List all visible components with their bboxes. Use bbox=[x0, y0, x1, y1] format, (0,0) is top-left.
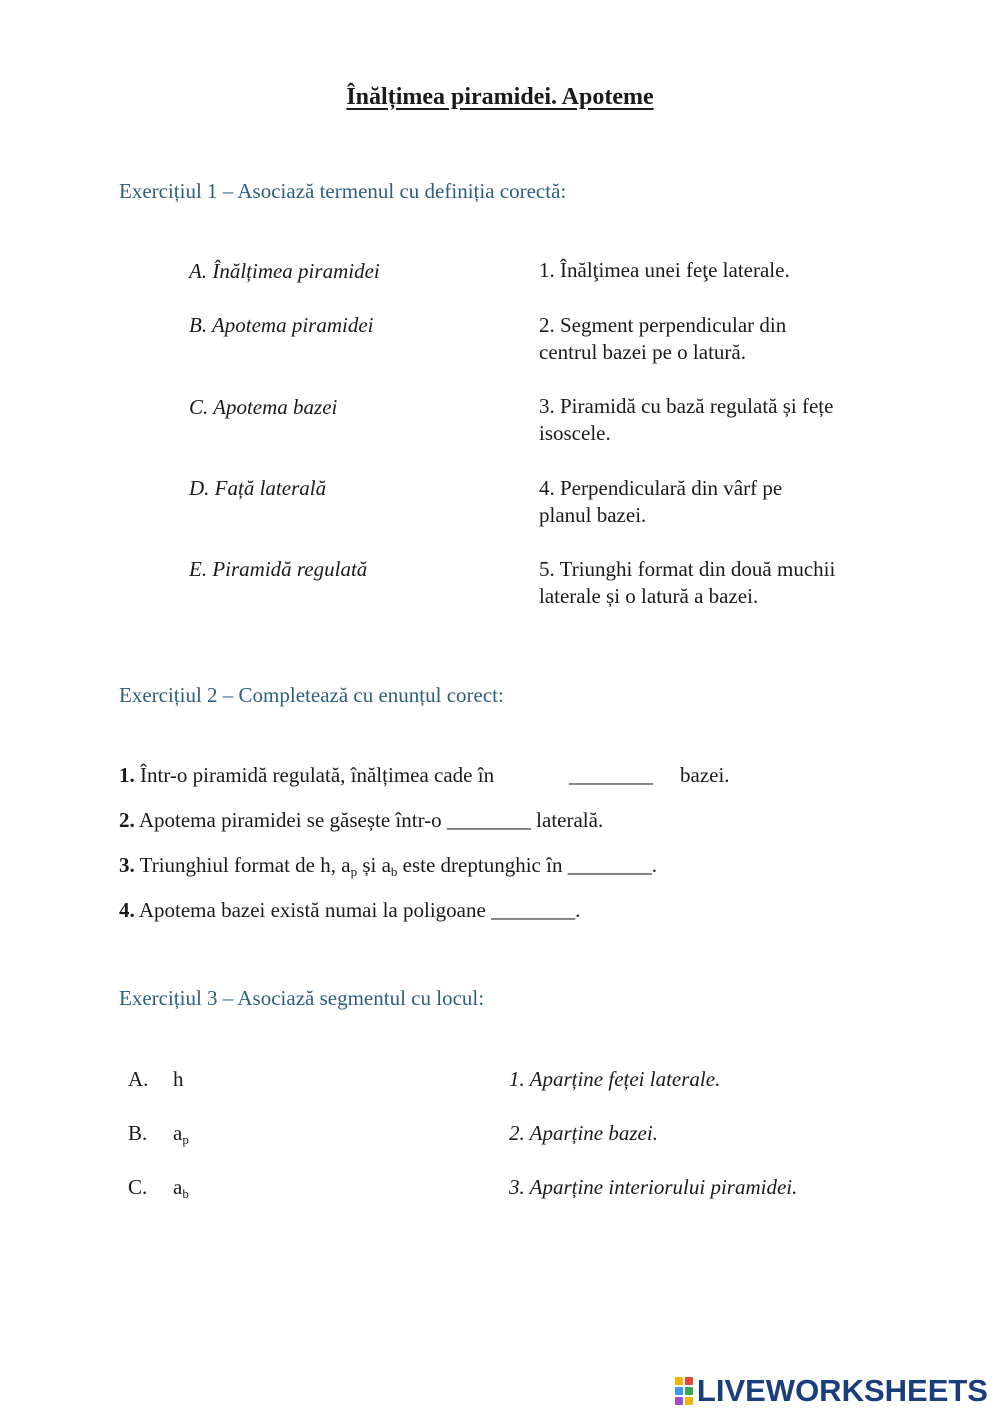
question-3-after: . bbox=[651, 853, 657, 877]
question-2-after: laterală. bbox=[536, 808, 604, 832]
question-4-number: 4. bbox=[119, 898, 135, 922]
definition-4-line1: 4. Perpendiculară din vârf pe bbox=[539, 476, 783, 500]
definition-4-line2: planul bazei. bbox=[539, 503, 647, 527]
question-1 bbox=[119, 763, 494, 788]
question-2 bbox=[119, 808, 603, 833]
segment-letter-b: B. bbox=[128, 1121, 148, 1145]
question-2-blank[interactable]: ________ bbox=[446, 808, 531, 832]
segment-ab-subscript: b bbox=[182, 1186, 189, 1201]
logo-block bbox=[675, 1377, 683, 1385]
place-3: 3. Aparține interiorului piramidei. bbox=[509, 1175, 798, 1199]
question-3-sub-b: b bbox=[390, 864, 398, 879]
term-a: A. Înălțimea piramidei bbox=[189, 259, 380, 283]
exercise2-heading: Exercițiul 2 – Completează cu enunțul corect: bbox=[119, 683, 504, 707]
logo-block bbox=[675, 1387, 683, 1395]
segment-h bbox=[173, 1067, 184, 1092]
segment-ab-symbol: a bbox=[173, 1175, 183, 1199]
question-3-text-a: Triunghiul format de h, a bbox=[134, 853, 351, 877]
question-3-number: 3. bbox=[119, 853, 135, 877]
term-c: C. Apotema bazei bbox=[189, 395, 338, 419]
question-1-number: 1. bbox=[119, 763, 135, 787]
question-1-after: bazei. bbox=[680, 763, 730, 787]
question-1-blank[interactable]: ________ bbox=[569, 763, 653, 787]
definition-5-line2: laterale și o latură a bazei. bbox=[539, 584, 759, 608]
question-2-text: Apotema piramidei se găsește într-o bbox=[134, 808, 442, 832]
definition-2-line2: centrul bazei pe o latură. bbox=[539, 340, 746, 364]
question-4 bbox=[119, 898, 580, 923]
definition-4 bbox=[539, 475, 899, 529]
logo-text: LIVEWORKSHEETS bbox=[696, 1373, 988, 1408]
definition-3 bbox=[539, 393, 899, 447]
question-2-number: 2. bbox=[119, 808, 135, 832]
definition-2-line1: 2. Segment perpendicular din bbox=[539, 313, 787, 337]
segment-ap-symbol: a bbox=[173, 1121, 183, 1145]
definition-2 bbox=[539, 312, 899, 366]
exercise3-heading: Exercițiul 3 – Asociază segmentul cu locul: bbox=[119, 986, 485, 1010]
question-4-after: . bbox=[575, 898, 581, 922]
liveworksheets-logo bbox=[675, 1374, 988, 1408]
logo-block bbox=[685, 1397, 693, 1405]
definition-3-line1: 3. Piramidă cu bază regulată și fețe bbox=[539, 394, 834, 418]
logo-blocks-icon bbox=[675, 1377, 693, 1405]
logo-block bbox=[685, 1387, 693, 1395]
term-e: E. Piramidă regulată bbox=[189, 557, 368, 581]
segment-ab bbox=[173, 1175, 189, 1202]
segment-ap bbox=[173, 1121, 189, 1148]
place-2: 2. Aparține bazei. bbox=[509, 1121, 658, 1145]
question-4-text: Apotema bazei există numai la poligoane bbox=[134, 898, 492, 922]
segment-letter-a: A. bbox=[128, 1067, 149, 1091]
definition-5 bbox=[539, 556, 899, 610]
question-3-text-c: este dreptunghic în bbox=[397, 853, 568, 877]
logo-block bbox=[685, 1377, 693, 1385]
segment-h-symbol: h bbox=[173, 1067, 184, 1091]
term-b: B. Apotema piramidei bbox=[189, 313, 374, 337]
question-3-sub-p: p bbox=[350, 864, 358, 879]
definition-3-line2: isoscele. bbox=[539, 421, 611, 445]
question-1-text: Într-o piramidă regulată, înălțimea cade în bbox=[134, 763, 495, 787]
definition-1 bbox=[539, 257, 899, 284]
definition-1-line: 1. Înălţimea unei feţe laterale. bbox=[539, 258, 790, 282]
question-3-blank[interactable]: ________ bbox=[567, 853, 652, 877]
segment-ap-subscript: p bbox=[182, 1132, 189, 1147]
segment-letter-c: C. bbox=[128, 1175, 148, 1199]
place-1: 1. Aparține feței laterale. bbox=[509, 1067, 721, 1091]
question-3 bbox=[119, 853, 657, 880]
logo-block bbox=[675, 1397, 683, 1405]
exercise1-heading: Exercițiul 1 – Asociază termenul cu definiția corectă: bbox=[119, 179, 567, 203]
question-4-blank[interactable]: ________ bbox=[491, 898, 576, 922]
term-d: D. Față laterală bbox=[189, 476, 327, 500]
definition-5-line1: 5. Triunghi format din două muchii bbox=[539, 557, 836, 581]
page-title: Înălțimea piramidei. Apoteme bbox=[346, 84, 654, 110]
question-3-text-b: și a bbox=[357, 853, 391, 877]
